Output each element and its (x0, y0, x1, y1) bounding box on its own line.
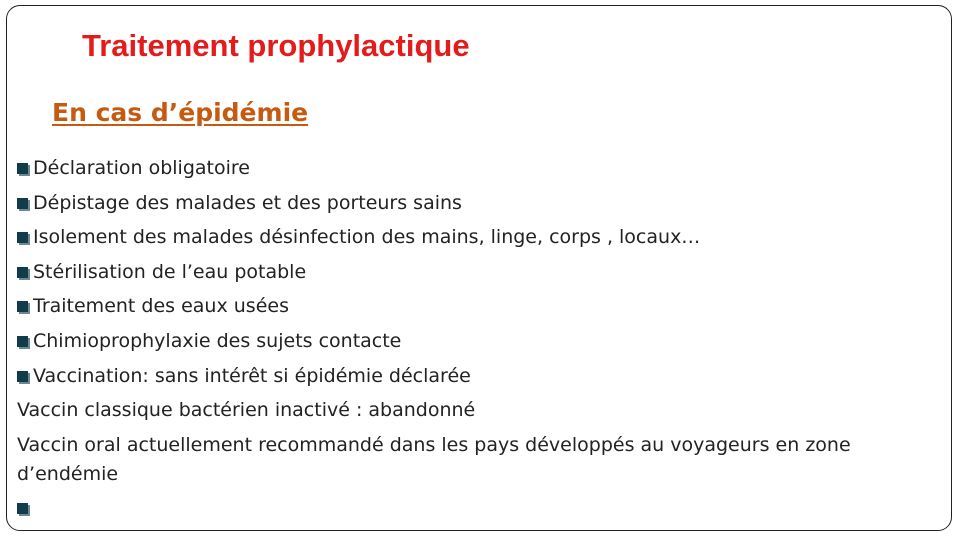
list-item (17, 362, 897, 391)
square-bullet-icon (17, 336, 28, 347)
section-subtitle: En cas d’épidémie (52, 98, 309, 127)
square-bullet-icon (17, 301, 28, 312)
list-item (17, 223, 897, 252)
list-item (17, 258, 897, 287)
list-item (17, 189, 897, 218)
square-bullet-icon (17, 267, 28, 278)
text-line: Vaccin classique bactérien inactivé : abandonné (17, 399, 476, 422)
square-bullet-icon (17, 198, 28, 209)
text-line: Vaccin oral actuellement recommandé dans les pays développés au voyageurs en zone d’endémie (17, 433, 851, 485)
square-bullet-icon (17, 232, 28, 243)
list-item (17, 154, 897, 183)
list-item-text: Stérilisation de l’eau potable (33, 260, 307, 283)
list-item-text: Chimioprophylaxie des sujets contacte (33, 329, 402, 352)
square-bullet-icon (17, 163, 28, 174)
page-title: Traitement prophylactique (82, 28, 470, 63)
slide-body (17, 154, 897, 529)
list-item-empty (17, 494, 897, 523)
list-item-text: Traitement des eaux usées (33, 295, 289, 318)
square-bullet-icon (17, 371, 28, 382)
list-item (17, 292, 897, 321)
list-item-text: Isolement des malades désinfection des mains, linge, corps , locaux… (33, 226, 701, 249)
list-item (17, 327, 897, 356)
square-bullet-icon (17, 503, 28, 514)
list-item-text: Vaccination: sans intérêt si épidémie déclarée (33, 364, 471, 387)
list-item-text: Dépistage des malades et des porteurs sains (33, 191, 462, 214)
list-item-text: Déclaration obligatoire (33, 157, 250, 179)
